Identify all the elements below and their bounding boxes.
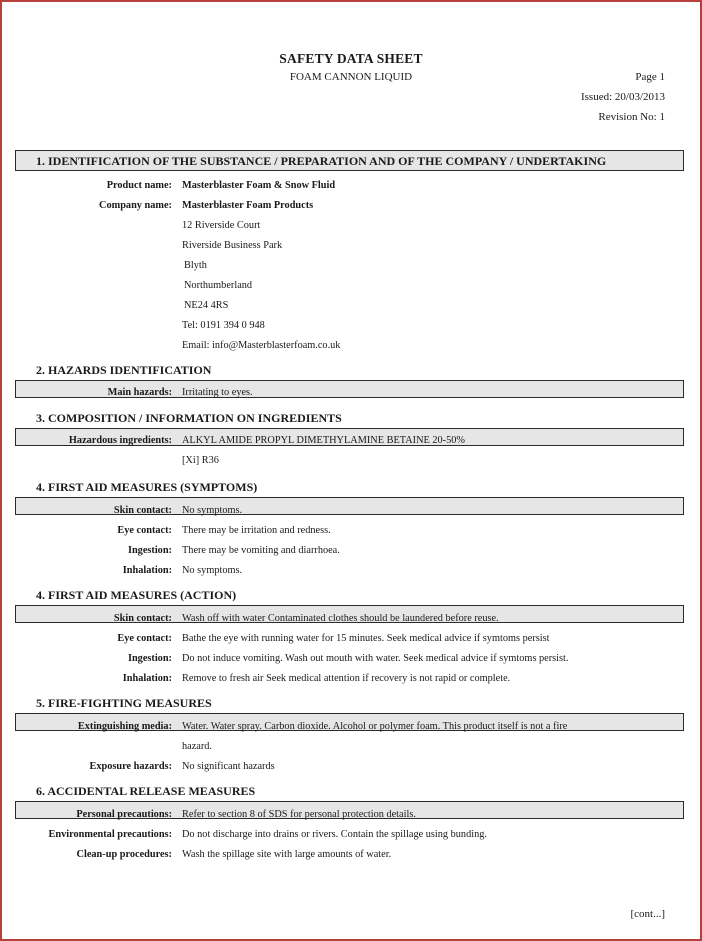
hazardous-ingredients-value: ALKYL AMIDE PROPYL DIMETHYLAMINE BETAINE 20-50%: [182, 435, 465, 446]
company-name-value: Masterblaster Foam Products: [182, 200, 314, 211]
address-town: Blyth: [184, 260, 207, 271]
extinguishing-media-label: Extinguishing media:: [77, 721, 172, 732]
symptom-eye-label: Eye contact:: [117, 525, 172, 536]
personal-precautions-label: Personal precautions:: [76, 809, 172, 820]
product-name-value: Masterblaster Foam & Snow Fluid: [182, 180, 336, 191]
action-skin-label: Skin contact:: [113, 613, 172, 624]
cleanup-procedures-label: Clean-up procedures:: [76, 849, 172, 860]
action-ingestion-value: Do not induce vomiting. Wash out mouth with water. Seek medical advice if symtoms persist.: [182, 653, 569, 664]
page-number: Page 1: [635, 71, 665, 83]
issued-date: Issued: 20/03/2013: [580, 91, 665, 103]
symptom-ingestion-value: There may be vomiting and diarrhoea.: [182, 545, 340, 556]
action-eye-value: Bathe the eye with running water for 15 minutes. Seek medical advice if symtoms persist: [182, 633, 550, 644]
extinguishing-media-continued: hazard.: [182, 741, 213, 752]
company-name-label: Company name:: [99, 200, 172, 211]
section-1-heading: 1. IDENTIFICATION OF THE SUBSTANCE / PREPARATION AND OF THE COMPANY / UNDERTAKING: [36, 154, 607, 168]
symptom-inhalation-label: Inhalation:: [122, 565, 172, 576]
section-2-heading: 2. HAZARDS IDENTIFICATION: [36, 363, 212, 377]
cleanup-procedures-value: Wash the spillage site with large amounts of water.: [182, 849, 392, 860]
section-5-heading: 5. FIRE-FIGHTING MEASURES: [36, 696, 212, 710]
personal-precautions-value: Refer to section 8 of SDS for personal protection details.: [182, 809, 416, 820]
main-hazards-value: Irritating to eyes.: [182, 387, 253, 398]
section-3-heading: 3. COMPOSITION / INFORMATION ON INGREDIENTS: [36, 411, 342, 425]
symptom-ingestion-label: Ingestion:: [127, 545, 172, 556]
address-county: Northumberland: [184, 280, 253, 291]
action-skin-value: Wash off with water Contaminated clothes should be laundered before reuse.: [182, 613, 499, 624]
document-title: SAFETY DATA SHEET: [279, 51, 423, 66]
environmental-precautions-value: Do not discharge into drains or rivers. Contain the spillage using bunding.: [182, 829, 487, 840]
risk-phrase: [Xi] R36: [182, 455, 219, 466]
address-line-2: Riverside Business Park: [182, 240, 283, 251]
symptom-inhalation-value: No symptoms.: [182, 565, 243, 576]
action-inhalation-value: Remove to fresh air Seek medical attention if recovery is not rapid or complete.: [182, 673, 511, 684]
product-name-label: Product name:: [106, 180, 172, 191]
action-ingestion-label: Ingestion:: [127, 653, 172, 664]
hazardous-ingredients-label: Hazardous ingredients:: [68, 435, 172, 446]
revision-number: Revision No: 1: [598, 111, 665, 123]
address-line-1: 12 Riverside Court: [182, 220, 261, 231]
symptom-eye-value: There may be irritation and redness.: [182, 525, 331, 536]
exposure-hazards-value: No significant hazards: [182, 761, 275, 772]
action-eye-label: Eye contact:: [117, 633, 172, 644]
document-subtitle: FOAM CANNON LIQUID: [289, 71, 413, 83]
section-4-symptoms-heading: 4. FIRST AID MEASURES (SYMPTOMS): [36, 480, 258, 494]
main-hazards-label: Main hazards:: [107, 387, 172, 398]
action-inhalation-label: Inhalation:: [122, 673, 172, 684]
section-6-heading: 6. ACCIDENTAL RELEASE MEASURES: [36, 784, 256, 798]
extinguishing-media-value: Water. Water spray. Carbon dioxide. Alcohol or polymer foam. This product itself is not a fire: [182, 721, 568, 732]
telephone: Tel: 0191 394 0 948: [182, 320, 265, 331]
continued-marker: [cont...]: [630, 908, 665, 920]
email: Email: info@Masterblasterfoam.co.uk: [182, 340, 341, 351]
address-postcode: NE24 4RS: [184, 300, 229, 311]
exposure-hazards-label: Exposure hazards:: [89, 761, 172, 772]
environmental-precautions-label: Environmental precautions:: [48, 829, 172, 840]
symptom-skin-label: Skin contact:: [113, 505, 172, 516]
section-4-action-heading: 4. FIRST AID MEASURES (ACTION): [36, 588, 237, 602]
symptom-skin-value: No symptoms.: [182, 505, 243, 516]
